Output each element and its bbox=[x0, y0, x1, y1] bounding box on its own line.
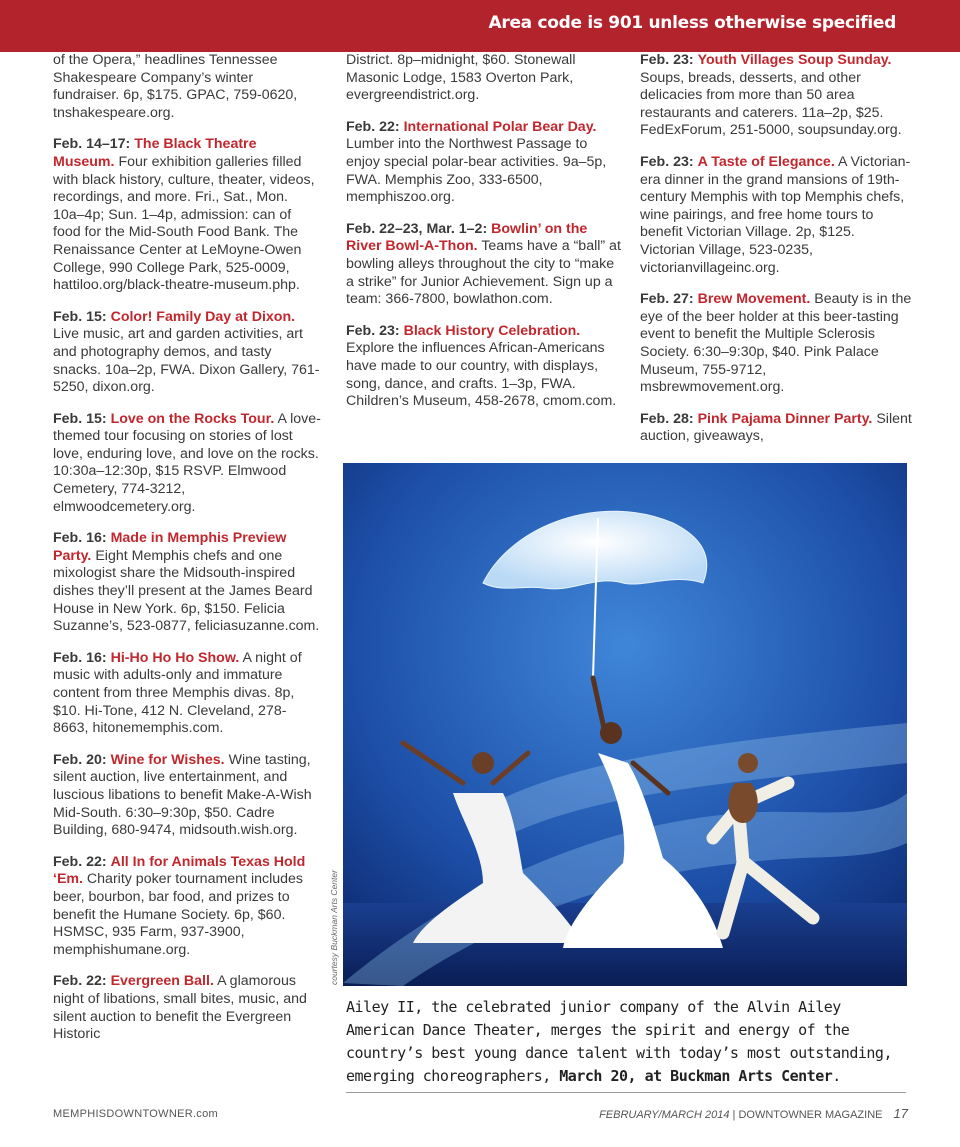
event-listing bbox=[53, 136, 321, 294]
dance-photo-illustration bbox=[343, 463, 907, 986]
event-description: Wine tasting, silent auction, live entertainment, and luscious libations to benefit Make-A-Wish Mid-South. 6:30–9:30p, $50. Cadre Building, 680-9474, midsouth.wish.org. bbox=[53, 751, 312, 839]
event-listing bbox=[640, 291, 912, 397]
event-listing bbox=[346, 323, 624, 411]
header-bar bbox=[0, 0, 960, 52]
event-date: Feb. 15: bbox=[53, 410, 107, 427]
event-listing bbox=[346, 119, 624, 207]
event-title: A Taste of Elegance. bbox=[697, 153, 835, 170]
event-date: Feb. 16: bbox=[53, 530, 107, 547]
footer-issue-info bbox=[599, 1106, 908, 1121]
event-listing bbox=[53, 530, 321, 636]
footer-site: MEMPHISDOWNTOWNER.com bbox=[53, 1108, 218, 1120]
event-listing bbox=[53, 650, 321, 738]
event-description: Four exhibition galleries filled with black history, culture, theater, videos, recordings, and more. Fri., Sat., Mon. 10a–4p; Sun. 1–4p, admission: can of food for the Mid-South Food Bank. The Renaissance Center at LeMoyne-Owen College, 990 College Park, 525-0009, hattiloo.org/black-theatre-museum.php. bbox=[53, 153, 315, 294]
event-description: Live music, art and garden activities, art and photography demos, and tasty snacks. 10a–2p, FWA. Dixon Gallery, 761-5250, dixon.org. bbox=[53, 326, 320, 396]
event-title: Evergreen Ball. bbox=[110, 973, 214, 990]
page-number: 17 bbox=[893, 1106, 908, 1121]
column-1-entries bbox=[53, 136, 321, 1043]
event-listing bbox=[346, 221, 624, 309]
event-date: Feb. 23: bbox=[640, 52, 694, 68]
event-title: The Black Theatre Museum. bbox=[53, 136, 257, 170]
event-date: Feb. 15: bbox=[53, 308, 107, 325]
event-title: Bowlin’ on the River Bowl-A-Thon. bbox=[346, 220, 588, 255]
event-description: Charity poker tournament includes beer, bourbon, bar food, and prizes to benefit the Humane Society. 6p, $60. HSMSC, 935 Farm, 937-3900, memphishumane.org. bbox=[53, 871, 303, 958]
event-title: All In for Animals Texas Hold ‘Em. bbox=[53, 853, 306, 888]
event-listing bbox=[53, 309, 321, 397]
event-title: Youth Villages Soup Sunday. bbox=[697, 52, 892, 68]
caption-rule bbox=[346, 1092, 906, 1093]
event-description: Lumber into the Northwest Passage to enjoy special polar-bear activities. 9a–5p, FWA. Memphis Zoo, 333-6500, memphiszoo.org. bbox=[346, 136, 607, 206]
event-description: Explore the influences African-Americans have made to our country, with displays, song, dance, and crafts. 1–3p, FWA. Children’s Museum, 458-2678, cmom.com. bbox=[346, 340, 617, 410]
event-title: Made in Memphis Preview Party. bbox=[53, 530, 287, 564]
event-listing bbox=[53, 752, 321, 840]
event-title: Love on the Rocks Tour. bbox=[110, 410, 275, 427]
event-title: Hi-Ho Ho Ho Show. bbox=[110, 649, 240, 666]
column-1-continued-text: of the Opera,” headlines Tennessee Shakespeare Company’s winter fundraiser. 6p, $175. GPAC, 759-0620, tnshakespeare.org. bbox=[53, 52, 298, 121]
column-2-entries bbox=[346, 119, 624, 411]
area-code-note: Area code is 901 unless otherwise specified bbox=[488, 13, 896, 33]
event-listing bbox=[53, 973, 321, 1043]
event-date: Feb. 27: bbox=[640, 291, 694, 308]
event-description: Soups, breads, desserts, and other delicacies from more than 50 area restaurants and caterers. 11a–2p, $25. FedExForum, 251-5000, soupsunday.org. bbox=[640, 69, 902, 139]
event-description: Eight Memphis chefs and one mixologist share the Midsouth-inspired dishes they’ll present at the James Beard House in New York. 6p, $150. Felicia Suzanne’s, 523-0877, feliciasuzanne.com. bbox=[53, 547, 320, 635]
event-date: Feb. 14–17: bbox=[53, 136, 131, 153]
event-date: Feb. 22: bbox=[53, 853, 107, 870]
column-3-entries bbox=[640, 52, 912, 446]
footer-magazine: DOWNTOWNER MAGAZINE bbox=[738, 1109, 883, 1121]
event-date: Feb. 23: bbox=[346, 322, 400, 339]
event-date: Feb. 22: bbox=[53, 973, 107, 990]
event-listing bbox=[640, 411, 912, 446]
column-3 bbox=[640, 52, 912, 460]
event-listing bbox=[640, 154, 912, 277]
event-listing bbox=[53, 411, 321, 517]
event-listing bbox=[640, 52, 912, 140]
event-listing bbox=[53, 854, 321, 960]
event-title: Wine for Wishes. bbox=[110, 751, 225, 768]
event-title: Color! Family Day at Dixon. bbox=[110, 308, 296, 325]
event-description: Silent auction, giveaways, bbox=[640, 410, 912, 445]
dance-photo bbox=[343, 463, 907, 986]
event-description: A love-themed tour focusing on stories of lost love, enduring love, and love on the rocks. 10:30a–12:30p, $15 RSVP. Elmwood Cemetery, 774-3212, elmwoodcemetery.org. bbox=[53, 410, 321, 515]
footer-issue: FEBRUARY/MARCH 2014 bbox=[599, 1109, 730, 1121]
column-2-continued-text: District. 8p–midnight, $60. Stonewall Masonic Lodge, 1583 Overton Park, evergreendistrict.org. bbox=[346, 52, 576, 104]
event-date: Feb. 22: bbox=[346, 118, 400, 135]
caption-end: . bbox=[832, 1067, 841, 1085]
column-2 bbox=[346, 52, 624, 425]
event-date: Feb. 16: bbox=[53, 649, 107, 666]
event-description: Beauty is in the eye of the beer holder at this beer-tasting event to benefit the Multiple Sclerosis Society. 6:30–9:30p, $40. Pink Palace Museum, 755-9712, msbrewmovement.org. bbox=[640, 291, 912, 396]
event-date: Feb. 28: bbox=[640, 410, 694, 427]
caption-highlight: March 20, at Buckman Arts Center bbox=[559, 1067, 833, 1085]
event-description: A Victorian-era dinner in the grand mansions of 19th-century Memphis with top Memphis chefs, wine pairings, and free home tours to benefit Victorian Village. 2p, $125. Victorian Village, 523-0235, victorianvillageinc.org. bbox=[640, 153, 911, 276]
event-date: Feb. 23: bbox=[640, 153, 694, 170]
event-description: A glamorous night of libations, small bites, music, and silent auction to benefit the Evergreen Historic bbox=[53, 973, 307, 1043]
photo-credit: courtesy Buckman Arts Center bbox=[329, 870, 339, 985]
photo-caption bbox=[346, 996, 906, 1088]
event-title: Brew Movement. bbox=[697, 291, 811, 308]
event-date: Feb. 22–23, Mar. 1–2: bbox=[346, 220, 488, 237]
event-date: Feb. 20: bbox=[53, 751, 107, 768]
footer-separator: | bbox=[732, 1109, 736, 1121]
event-title: Pink Pajama Dinner Party. bbox=[697, 410, 873, 427]
event-description: A night of music with adults-only and immature content from three Memphis divas. 8p, $10. Hi-Tone, 412 N. Cleveland, 278-8663, hitonememphis.com. bbox=[53, 649, 302, 737]
column-1 bbox=[53, 52, 321, 1058]
event-title: International Polar Bear Day. bbox=[403, 118, 597, 135]
event-title: Black History Celebration. bbox=[403, 322, 581, 339]
event-description: Teams have a “ball” at bowling alleys throughout the city to “make a strike” for Junior Achievement. Sign up a team: 366-7800, bowlathon.com. bbox=[346, 238, 621, 308]
caption-text: Ailey II, the celebrated junior company of the Alvin Ailey American Dance Theater, merges the spirit and energy of the country’s best young dance talent with today’s most outstanding, emerging choreographers, bbox=[346, 998, 892, 1085]
